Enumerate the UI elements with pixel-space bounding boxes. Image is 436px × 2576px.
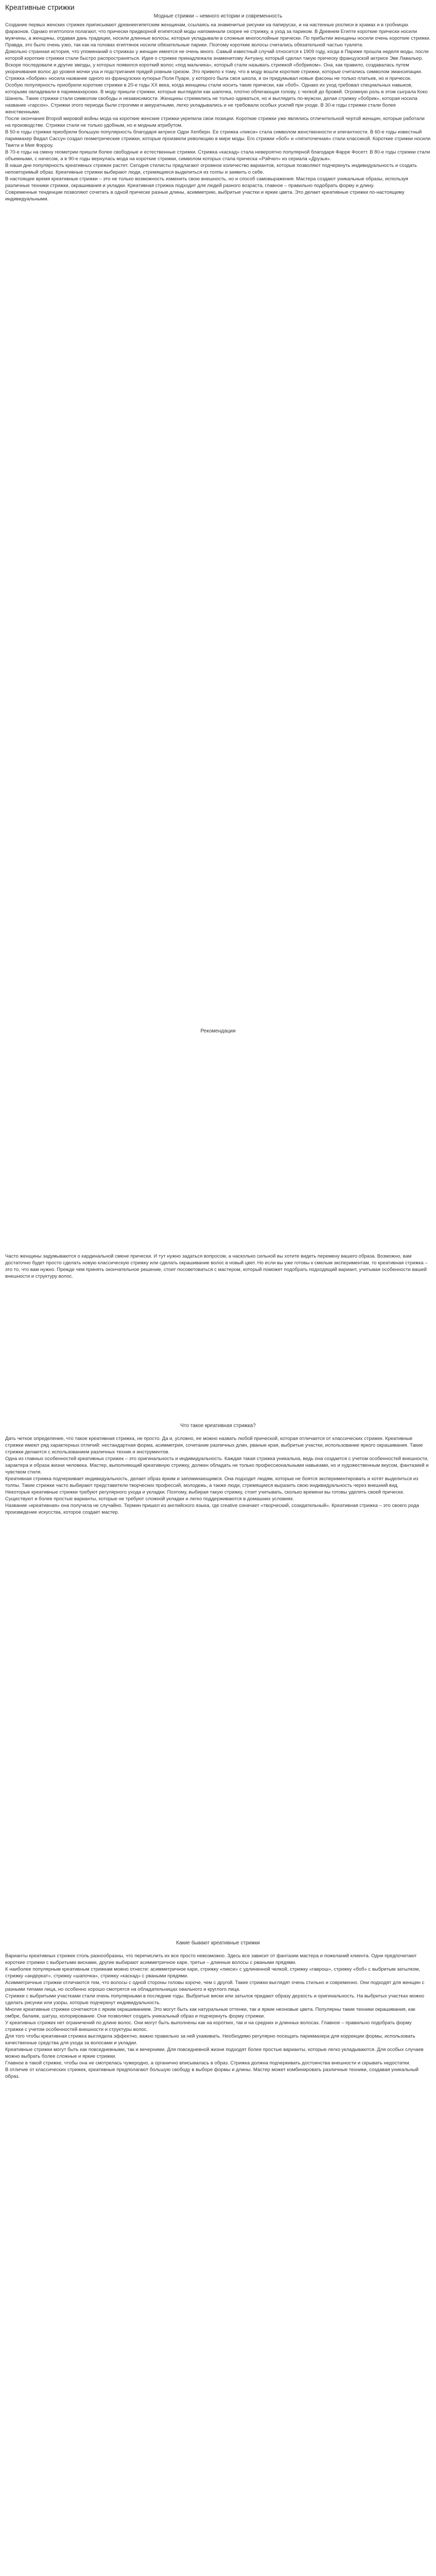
- history-text: Создание первых женских стрижек приписывают древнеегипетским женщинам, ссылаясь на знаменитые рисунки на папирусах, и на настенные росписи в храмах и в гробницах фараонов. Однако египтологи полагают, что прически придворной египетской моды напоминали скорее не стрижку, а уход за париком. В Древнем Египте короткие прически носили мужчины, а женщины, отдавая дань традиции, носили длинные волосы, которые укладывали в сложные многослойные прически. По прибытии женщины носили очень короткие стрижки. Правда, это было очень узко, так как на головах египтянок носили обязательные парики. Поэтому короткие волосы считались обязательной частью туалета. Довольно странная история, что упоминаний о стрижках у женщин имеется не очень много. Самый известный случай относится к 1909 году, когда в Париже прошла неделя моды, после которой короткие стрижки стали быстро распространяться. Идея о стрижке принадлежала знаменитому Антуану, который сделал такую прическу французской актрисе Эве Лавальер. Вскоре последовали и другие звезды, у которых появился короткий волос «под мальчика», который стали называть стрижкой «бобриком». Она, как правило, создавалась путем укорачивания волос до уровня мочки уха и подстригания прядей ровным срезом. Это привело к тому, что в моду вошли короткие стрижки, которые считались символом эмансипации. Стрижка «бобрик» носила название одного из французских кутюрье Поля Пуаре, у которого была своя школа, и он придумывал новые фасоны не только платьев, но и причесок. Особую популярность приобрели короткие стрижки в 20-е годы XX века, когда женщины стали носить такие прически, как «боб». Однако их уход требовал специальных навыков, которыми овладевали в парикмахерских. В моду пришли стрижки, которые выглядели как шапочка, плотно облегающая голову, с челкой до бровей. Огромную роль в этом сыграла Коко Шанель. Такие стрижки стали символом свободы и независимости. Женщины стремились не только одеваться, но и выглядеть по-мужски, делая стрижку «бобрик», которая носила название «гарсон». Стрижки этого периода были строгими и аккуратными, легко укладывались и не требовали особых усилий при уходе. В 30-е годы стрижки стали более женственными. После окончания Второй мировой войны мода на короткие женские стрижки укрепила свои позиции. Короткие стрижки уже являлись отличительной чертой женщин, которые работали на производстве. Стрижки стали не только удобным, но и модным атрибутом. В 50-е годы стрижки приобрели большую популярность благодаря актрисе Одри Хепберн. Ее стрижка «пикси» стала символом женственности и элегантности. В 60-е годы известный парикмахер Видал Сассун создал геометрические стрижки, которые произвели революцию в мире моды. Его стрижки «боб» и «пятиточечная» стали классикой. Короткие стрижки носили Твигги и Мия Фэрроу. В 70-е годы на смену геометрии пришли более свободные и естественные стрижки. Стрижка «каскад» стала невероятно популярной благодаря Фарре Фосетт. В 80-е годы стрижки стали объемными, с начесом, а в 90-е годы вернулась мода на короткие стрижки, символом которых стала прическа «Рэйчел» из сериала «Друзья». В наши дни популярность креативных стрижек растет. Сегодня стилисты предлагают огромное количество вариантов, которые позволяют подчеркнуть индивидуальность и создать неповторимый образ. Креативные стрижки выбирают люди, стремящиеся выделиться из толпы и заявить о себе. В настоящее время креативные стрижки – это не только возможность изменить свою внешность, но и способ самовыражения. Мастера создают уникальные образы, используя различные техники стрижки, окрашивания и укладки. Креативная стрижка подходит для людей разного возраста, главное – правильно подобрать форму и длину. Современные тенденции позволяют сочетать в одной прическе разные длины, асимметрию, выбритые участки и яркие цвета. Это делает креативные стрижки по-настоящему индивидуальными.: [5, 22, 431, 202]
- types-text: Варианты креативных стрижек столь разнообразны, что перечислить их все просто невозможно. Здесь все зависит от фантазии мастера и пожеланий клиента. Одни предпочитают короткие стрижки с выбритыми висками, другие выбирают асимметричное каре, третьи – длинные волосы с рваными прядями. К наиболее популярным креативным стрижкам можно отнести: асимметричное каре, стрижку «пикси» с удлиненной челкой, стрижку «гаврош», стрижку «боб» с выбритым затылком, стрижку «андеркат», стрижку «шапочка», стрижку «каскад» с рваными прядями. Асимметричные стрижки отличаются тем, что волосы с одной стороны головы короче, чем с другой. Такие стрижки выглядят очень стильно и современно. Они подходят для женщин с разными типами лица, но особенно хорошо смотрятся на обладательницах овального и круглого лица. Стрижки с выбритыми участками стали очень популярными в последние годы. Выбритые виски или затылок придают образу дерзость и оригинальность. На выбритых участках можно сделать рисунки или узоры, которые подчеркнут индивидуальность. Многие креативные стрижки сочетаются с ярким окрашиванием. Это могут быть как натуральные оттенки, так и яркие неоновые цвета. Популярны такие техники окрашивания, как омбре, балаяж, шатуш, колорирование. Они позволяют создать уникальный образ и подчеркнуть форму стрижки. У креативных стрижек нет ограничений по длине волос. Они могут быть выполнены как на коротких, так и на средних и длинных волосах. Главное – правильно подобрать форму стрижки с учетом особенностей внешности и структуры волос. Для того чтобы креативная стрижка выглядела эффектно, важно правильно за ней ухаживать. Необходимо регулярно посещать парикмахера для коррекции формы, использовать качественные средства для ухода за волосами и укладки. Креативные стрижки могут быть как повседневными, так и вечерними. Для повседневной жизни подходят более простые варианты, которые легко укладываются. Для особых случаев можно выбрать более сложные и яркие стрижки. Главное в такой стрижке, чтобы она не смотрелась чужеродно, а органично вписывалась в образ. Стрижка должна подчеркивать достоинства внешности и скрывать недостатки. В отличие от классических стрижек, креативные предполагают большую свободу в выборе формы и длины. Мастер может комбинировать различные техники, создавая уникальный образ.: [5, 1953, 425, 2079]
- page-subtitle: Модные стрижки – немного истории и современность: [153, 13, 283, 19]
- heading-types: Какие бывают креативные стрижки: [176, 1940, 260, 1946]
- heading-recommendations: Рекомендации: [200, 1028, 236, 1034]
- heading-what-is: Что такое креативная стрижка?: [180, 1423, 256, 1429]
- page-title: Креативные стрижки: [5, 3, 75, 11]
- recommendations-text: Часто женщины задумываются о кардинальной смене прически. И тут нужно задаться вопросом, а насколько сильной вы хотите видеть перемену вашего образа. Возможно, вам достаточно будет просто сделать новую классическую стрижку или сделать окрашивание волос в новый цвет. Но если вы уже готовы к смелым экспериментам, то креативная стрижка – это то, что вам нужно. Прежде чем принять окончательное решение, стоит посоветоваться с мастером, который поможет подобрать подходящий вариант, учитывая особенности вашей внешности и структуру волос.: [5, 1253, 428, 1279]
- what-is-text: Дать четкое определение, что такое креативная стрижка, не просто. Да и, условно, ее можно назвать любой прической, которая отличается от классических стрижек. Креативные стрижки имеют ряд характерных отличий: нестандартная форма, асимметрия, сочетание различных длин, рваные края, выбритые участки, использование яркого окрашивания. Такие стрижки делаются с использованием различных техник и инструментов. Одна из главных особенностей креативных стрижек – это оригинальность и индивидуальность. Каждая такая стрижка уникальна, ведь она создается с учетом особенностей внешности, характера и образа жизни человека. Мастер, выполняющий креативную стрижку, должен обладать не только профессиональными навыками, но и художественным вкусом, фантазией и чувством стиля. Креативная стрижка подчеркивает индивидуальность, делает образ ярким и запоминающимся. Она подходит людям, которые не боятся экспериментировать и хотят выделиться из толпы. Такие стрижки часто выбирают представители творческих профессий, молодежь, а также люди, стремящиеся выразить свою индивидуальность через внешний вид. Некоторые креативные стрижки требуют регулярного ухода и укладки. Поэтому, выбирая такую стрижку, стоит учитывать, сколько времени вы готовы уделять своей прическе. Существуют и более простые варианты, которые не требуют сложной укладки и легко поддерживаются в домашних условиях. Название «креативная» она получила не случайно. Термин пришел из английского языка, где creative означает «творческий, созидательный». Креативная стрижка – это своего рода произведение искусства, которое создает мастер.: [5, 1436, 429, 1515]
